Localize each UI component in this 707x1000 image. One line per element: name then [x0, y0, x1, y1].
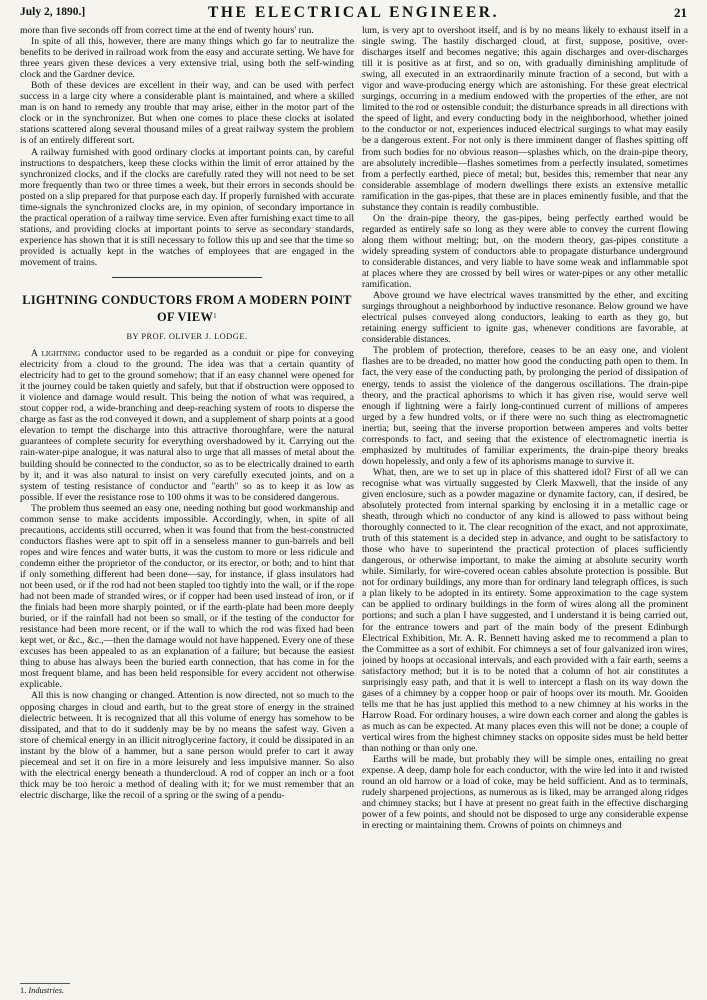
page-number: 21 [674, 5, 687, 20]
journal-title: THE ELECTRICAL ENGINEER. [207, 4, 500, 21]
paragraph: The problem of protection, therefore, ceases to be an easy one, and violent flashes are to be dreaded, no matter how good the conducting path open to them. In fact, the very ease of the conducting path, by prolonging the period of dissipation of energy, tends to assist the violence of the dangerous oscillations. The drain-pipe theory, and the practical aphorisms to which it has given rise, would serve well enough if lightning were a fairly long-continued current of millions of amperes urged by a few hundred volts, or if there were no such thing as electromagnetic inertia; but, seeing that the inverse proportion between amperes and volts better corresponds to fact, and seeing that the existence of electromagnetic inertia is emphasized by multitudes of familiar experiments, the drain-pipe theory breaks down hopelessly, and only a few of its aphorisms manage to survive it. [362, 345, 688, 467]
paragraph-first [20, 348, 354, 503]
right-column [362, 25, 688, 985]
paragraph: Both of these devices are excellent in their way, and can be used with perfect success in a large city where a considerable plant is maintained, and where a skilled man is on hand to remedy any trouble that may arise, either in the motor part of the clock or in the synchronizer. But when one comes to place these clocks at isolated stations scattered along several thousand miles of a great railway system the problem is of an entirely different sort. [20, 80, 354, 147]
article-byline: BY PROF. OLIVER J. LODGE. [126, 332, 248, 342]
footnote-text: Industries. [28, 986, 64, 995]
paragraph: Earths will be made, but probably they will be simple ones, entailing no great expense. A deep, damp hole for each conductor, with the wire led into it and twisted round an old harrow or a load of coke, may be held sufficient. And as to terminals, rudely sharpened projections, as numerous as is liked, may be arranged along ridges and chimney stacks; but I have at present no great faith in the effective discharging power of a few points, and should not be disposed to urge any considerable expense in erecting or maintaining them. Crowns of points on chimneys and [362, 754, 688, 832]
lead-in-words: A lightning [31, 348, 81, 360]
page-header [20, 4, 687, 26]
paragraph: lum, is very apt to overshoot itself, and is by no means likely to exhaust itself in a single swing. The hastily discharged cloud, at first, suppose, positive, over-discharges itself and becomes negative; this again discharges and over-discharges till it is positive as at first, and so on, with gradually diminishing amplitude of swing, all executed in an extraordinarily minute fraction of a second, but with a vigor and wave-producing energy which are astonishing. For these great electrical surgings, occurring in a medium endowed with the properties of the ether, are not limited to the rod or ostensible conduit; the disturbance spreads in all directions with the speed of light, and every conducting body in the neighborhood, whether joined to the conductor or not, experiences induced electrical surgings to what may easily be a dangerous extent. For not only is there imminent danger of flashes spitting off from such bodies for no obvious reason—splashes which, on the drain-pipe theory, are absolutely incredible—flashes sometimes from a perfectly insulated, sometimes from a perfectly earthed, piece of metal; but, besides this, remember that near any considerable assemblage of modern dwellings there exists an extensive metallic ramification in the gas-pipes, that these are in places eminently fusible, and that the substance they contain is readily combustible. [362, 25, 688, 213]
article-divider [112, 277, 262, 278]
title-footnote-mark: 1 [213, 312, 217, 321]
header-date: July 2, 1890.] [20, 6, 86, 18]
paragraph: In spite of all this, however, there are many things which go far to neutralize the benefits to be derived in railroad work from the easy and accurate setting. We have for three years given these devices a very extensive trial, using both the self-winding clock and the Gardner device. [20, 36, 354, 81]
lead-paragraph-text: conductor used to be regarded as a conduit or pipe for conveying electricity from a cloud to the ground. The idea was that a certain quantity of electricity had to get to the ground somehow; that if an easy channel were opened for it the journey could be taken quietly and safely, but that if obstruction were opposed to it violence and damage would result. This being the notion of what was required, a stout copper rod, a wide-branching and deep-reaching system of roots to disperse the charge as fast as the rod conveyed it down, and a supplement of sharp points at a good elevation to tempt the discharge into this attractive thoroughfare, were the natural guarantees of complete security for everything overshadowed by it. Carrying out the rain-water-pipe analogue, it was natural also to urge that all masses of metal about the building should be connected to the conductor, so as to be electrically drained to earth by it, and it was also natural to insist on very carefully executed joints, and on a system of testing resistance of conductor and "earth" so as to keep it as low as possible. If ever the resistance rose to 100 ohms it was to be considered dangerous. [20, 348, 354, 503]
article-title [20, 292, 354, 326]
paragraph: Above ground we have electrical waves transmitted by the ether, and exciting surgings throughout a neighborhood by inductive resonance. Below ground we have electrical pulses conveyed along conductors, leaking to earth as they go, but retaining energy sufficient to ignite gas, whenever conditions are favorable, at considerable distances. [362, 290, 688, 346]
paragraph: On the drain-pipe theory, the gas-pipes, being perfectly earthed would be regarded as entirely safe so long as they were able to convey the current flowing along them without melting; but, on the modern theory, gas-pipes constitute a widely spreading system of conductors able to propagate disturbance underground to considerable distances, and very liable to have some weak and inflammable spot at places where they are crossed by bell wires or water-pipes or any other metallic ramification. [362, 212, 688, 291]
footnote-divider [20, 983, 70, 984]
left-column [20, 25, 354, 985]
paragraph: The problem thus seemed an easy one, needing nothing but good workmanship and common sense to make accidents impossible. Accordingly, when, in spite of all precautions, accidents still occurred, when it was found that from the best-constructed conductors flashes were apt to spit off in a senseless manner to gun-barrels and bell ropes and wire fences and water butts, it was the custom to more or less ridicule and condemn either the proprietor of the conductor, or its erector, or both; and to hint that if only something different had been done—say, for instance, if glass insulators had not been used, or if the rod had not been stapled too tightly into the wall, or if the rope had not been made of stranded wires, or if copper had been used instead of iron, or if the finials had been more sharply pointed, or if the earth-plate had been more deeply buried, or if the rainfall had not been so small, or if the testing of the conductor for resistance had been more recent, or if the wall to which the rod was fixed had been kept wet, or &c., &c.,—then the damage would not have happened. Every one of these excuses has been appealed to as an explanation of a failure; but because the easiest thing to abuse has always been the buried earth connection, that has come in for the most frequent blame, and has been held responsible for every accident not otherwise explicable. [20, 502, 354, 691]
footnote [20, 986, 220, 995]
article-title-text: LIGHTNING CONDUCTORS FROM A MODERN POINT OF VIEW [22, 293, 352, 325]
paragraph: All this is now changing or changed. Attention is now directed, not so much to the opposing charges in cloud and earth, but to the great store of energy in the strained dielectric between. It is recognized that all this volume of energy has somehow to be dissipated, and that to do it suddenly may be by no means the safest way. Given a store of chemical energy in an illicit nitroglycerine factory, it could be dissipated in an instant by the blow of a hammer, but a sane person would prefer to cart it away piecemeal and set it on fire in a more leisurely and less impulsive manner. So also with the electrical energy beneath a thundercloud. A rod of copper an inch or a foot thick may be too heroic a method of dealing with it; for we must remember that an electric discharge, like the recoil of a spring or the swing of a pendu- [20, 690, 354, 801]
paragraph: A railway furnished with good ordinary clocks at important points can, by careful instructions to despatchers, keep these clocks within the limit of error attained by the synchronized clocks, and if the clocks are carefully rated they will not need to be set more frequently than two or three times a week, but their errors in seconds should be posted on a slip prepared for that purpose each day. If properly furnished with accurate time-signals the synchronized clocks are, in my opinion, of secondary importance in the practical operation of a railway time service. Even after furnishing exact time to all stations, and providing clocks at important points to serve as secondary standards, experience has shown that it is still necessary to follow this up and see that the time so provided is actually kept in the watches of employees that are engaged in the movement of trains. [20, 146, 354, 268]
paragraph: What, then, are we to set up in place of this shattered idol? First of all we can recognise what was virtually suggested by Clerk Maxwell, that the inside of any given enclosure, such as a powder magazine or dynamite factory, can, if desired, be absolutely protected from internal sparking by enclosing it in a metallic cage or sheath, through which no conductor of any kind is allowed to pass without being thoroughly connected to it. The clear recognition of the exact, and not approximate, truth of this statement is a decided step in advance, and ought to be satisfactory to those who have to superintend the practical protection of places sufficiently dangerous, or otherwise important, to make the aiming at absolute security worth while. Similarly, for wire-covered ocean cables absolute protection is possible. But not for ordinary buildings, any more than for ordinary land telegraph offices, is such a plan likely to be adopted in its entirety. Some approximation to the cage system can be applied to ordinary buildings in the form of wires along all the prominent portions; and such a plan I have suggested, and I understand it is being carried out, for the entrance towers and part of the main body of the present Edinburgh Electrical Exhibition, Mr. A. R. Bennett having asked me to recommend a plan to the Committee as a sort of exhibit. For chimneys a set of four galvanized iron wires, joined by hoops at occasional intervals, and each provided with a fair earth, seems a satisfactory method; but it is to be noted that a column of hot air constitutes a surprisingly easy path, and that it is well to intercept a flash on its way down the gases of a chimney by a copper hoop or pair of hoops over its mouth. Mr. Gooiden tells me that he has just applied this method to a new chimney at his works in the Harrow Road. For ordinary houses, a wire down each corner and along the gables is as much as can be expected. At many places even this will not be done; a couple of vertical wires from the highest chimney stacks on opposite sides must be held better than nothing or than only one. [362, 466, 688, 755]
footnote-number: 1. [20, 986, 27, 995]
paragraph: more than five seconds off from correct time at the end of twenty hours' run. [20, 25, 314, 36]
